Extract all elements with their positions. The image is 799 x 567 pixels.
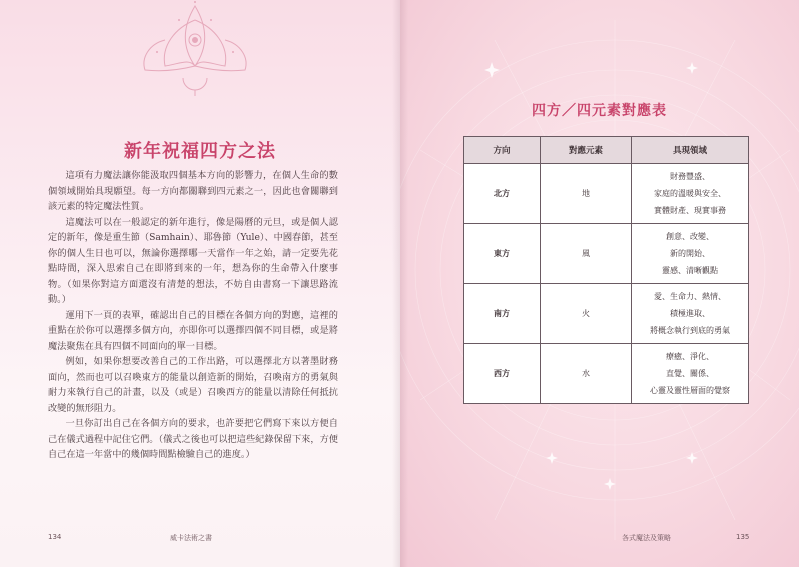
table-row [464, 224, 749, 284]
table-row [464, 164, 749, 224]
page-number: 135 [736, 533, 750, 541]
domain-line: 直覺、關係、 [666, 369, 714, 378]
domain-cell [632, 284, 749, 344]
body-text [48, 168, 338, 463]
table-row [464, 284, 749, 344]
direction-cell: 西方 [464, 344, 541, 404]
element-cell: 風 [541, 224, 632, 284]
domain-line: 積極進取、 [670, 309, 710, 318]
direction-cell: 東方 [464, 224, 541, 284]
paragraph: 例如，如果你想要改善自己的工作出路，可以選擇北方以著墨財務面向，然而也可以召喚東方的能量以創造新的開始，召喚南方的勇氣與耐力來執行自己的計畫，以及（或是）召喚西方的能量以清除任何抵抗改變的無形阻力。 [48, 356, 338, 414]
domain-line: 心靈及靈性層面的覺察 [650, 386, 730, 395]
running-book-title: 威卡法術之書 [170, 534, 212, 542]
domain-line: 新的開始、 [670, 249, 710, 258]
paragraph: 這魔法可以在一般認定的新年進行，像是陽曆的元旦，或是個人認定的新年，像是重生節（Samhain）、耶魯節（Yule）、中國春節，甚至你的個人生日也可以，無論你選擇哪一天當作一年之始，請一定要先花點時間，深入思索自己在即將到來的一年，想為你的生命帶入什麼事物。（如果你對這方面還沒有清楚的想法，不妨自由書寫一下讓思路流動。） [48, 216, 338, 305]
domain-cell [632, 164, 749, 224]
domain-line: 財務豐盛、 [670, 172, 710, 181]
element-cell: 火 [541, 284, 632, 344]
element-cell: 水 [541, 344, 632, 404]
domain-line: 靈感、清晰觀點 [662, 266, 718, 275]
lotus-moon-ornament-icon [135, 0, 255, 96]
running-chapter-title: 各式魔法及策略 [622, 534, 671, 542]
correspondence-table-wrapper [463, 136, 749, 404]
table-header-row [464, 137, 749, 164]
right-page [400, 0, 799, 567]
domain-line: 實體財產、現實事務 [654, 206, 726, 215]
domain-cell [632, 344, 749, 404]
element-cell: 地 [541, 164, 632, 224]
domain-line: 將概念執行到底的勇氣 [650, 326, 730, 335]
column-header: 方向 [464, 137, 541, 164]
direction-cell: 南方 [464, 284, 541, 344]
paragraph: 一旦你訂出自己在各個方向的要求，也許要把它們寫下來以方便自己在儀式過程中記住它們。（儀式之後也可以把這些紀錄保留下來，方便自己在這一年當中的幾個時間點檢驗自己的進度。） [48, 418, 338, 460]
page-number: 134 [48, 533, 62, 541]
column-header: 對應元素 [541, 137, 632, 164]
column-header: 具現領域 [632, 137, 749, 164]
domain-line: 家庭的溫暖與安全、 [654, 189, 726, 198]
section-title: 新年祝福四方之法 [124, 141, 276, 162]
domain-line: 療癒、淨化、 [666, 352, 714, 361]
direction-cell: 北方 [464, 164, 541, 224]
table-title: 四方／四元素對應表 [532, 103, 667, 119]
table-row [464, 344, 749, 404]
domain-line: 創意、改變、 [666, 232, 714, 241]
correspondence-table [463, 136, 749, 404]
domain-cell [632, 224, 749, 284]
domain-line: 愛、生命力、熱情、 [654, 292, 726, 301]
paragraph: 這項有力魔法讓你能汲取四個基本方向的影響力，在個人生命的數個領域開始具現願望。每一方向都關聯到四元素之一，因此也會關聯到該元素的特定魔法性質。 [48, 170, 338, 212]
paragraph: 運用下一頁的表單，確認出自己的目標在各個方向的對應，這裡的重點在於你可以選擇多個方向，亦即你可以選擇四個不同目標，或是將魔法聚焦在具有四個不同面向的單一目標。 [48, 309, 338, 352]
